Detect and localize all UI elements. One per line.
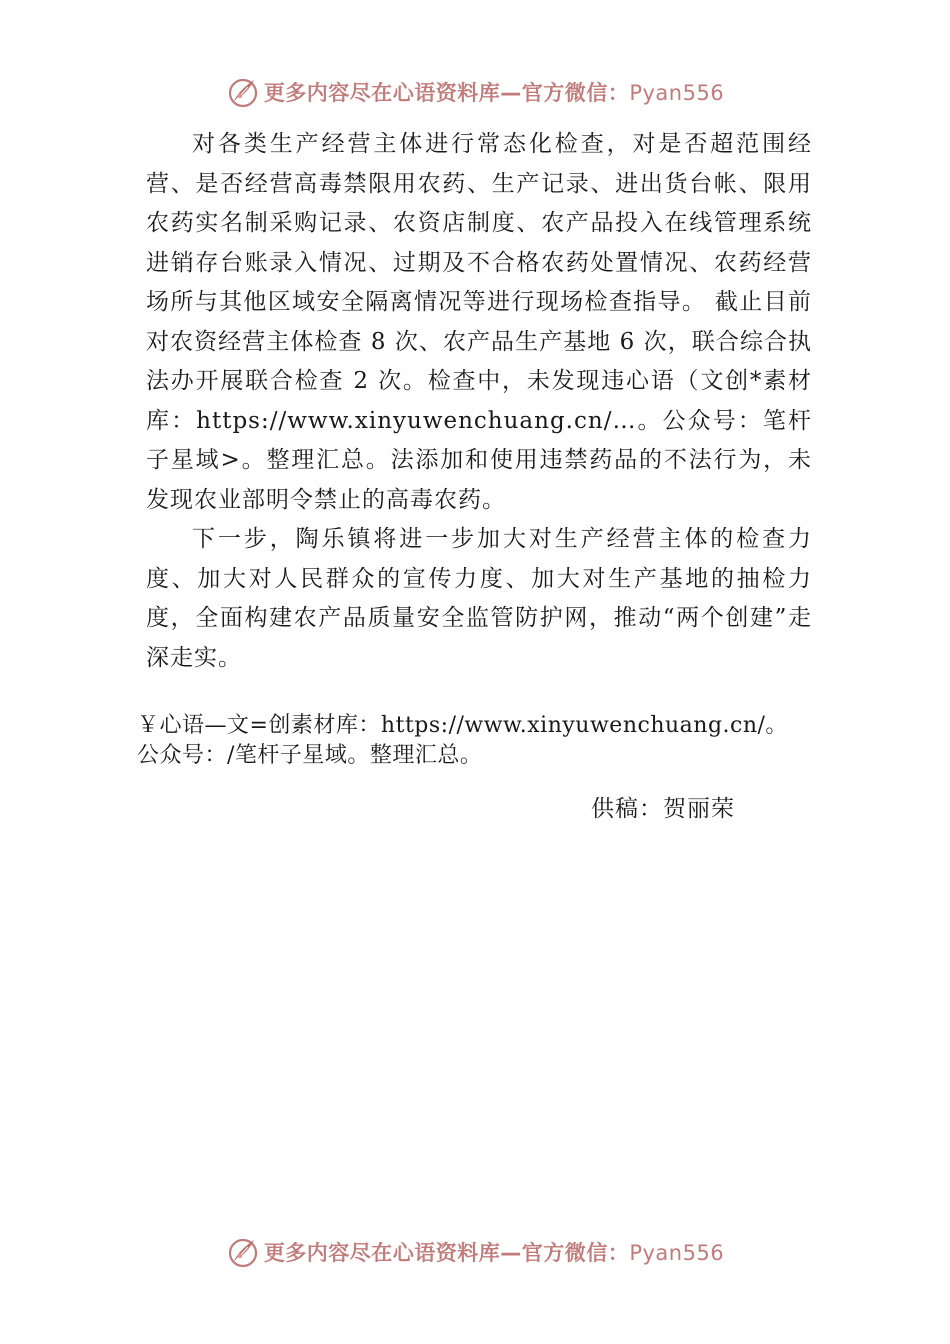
signature: 供稿：贺丽荣 <box>591 796 735 822</box>
paragraph-inspection: 对各类生产经营主体进行常态化检查，对是否超范围经营、是否经营高毒禁限用农药、生产记录、进出货台帐、限用农药实名制采购记录、农资店制度、农产品投入在线管理系统进销存台账录入情况、过期及不合格农药处置情况、农药经营场所与其他区域安全隔离情况等进行现场检查指导。 截止目前对农资经营主体检查 8 次、农产品生产基地 6 次，联合综合执法办开展联合检查 2 次。检查中，未发现违心语（文创*素材库：https://www.xinyuwenchuang.cn/…。公众号：笔杆子星域>。整理汇总。法添加和使用违禁药品的不法行为，未发现农业部明令禁止的高毒农药。 <box>146 131 812 513</box>
banner-text: 更多内容尽在心语资料库—官方微信： <box>263 1241 630 1265</box>
quill-seal-logo-icon <box>226 75 260 109</box>
source-line-2: 公众号：/笔杆子星域。整理汇总。 <box>137 743 483 768</box>
banner-wechat-id: Pyan556 <box>629 81 725 105</box>
source-note <box>137 711 827 771</box>
paragraph-next-steps: 下一步，陶乐镇将进一步加大对生产经营主体的检查力度、加大对人民群众的宣传力度、加大对生产基地的抽检力度，全面构建农产品质量安全监管防护网，推动“两个创建”走深走实。 <box>146 526 812 671</box>
document-body <box>146 125 812 678</box>
banner-wechat-id: Pyan556 <box>629 1241 725 1265</box>
banner-text: 更多内容尽在心语资料库—官方微信： <box>263 81 630 105</box>
source-line-1: ￥心语—文=创素材库：https://www.xinyuwenchuang.cn/。 <box>137 713 788 738</box>
header-banner <box>0 72 950 112</box>
quill-seal-logo-icon <box>226 1235 260 1269</box>
footer-banner <box>0 1232 950 1272</box>
